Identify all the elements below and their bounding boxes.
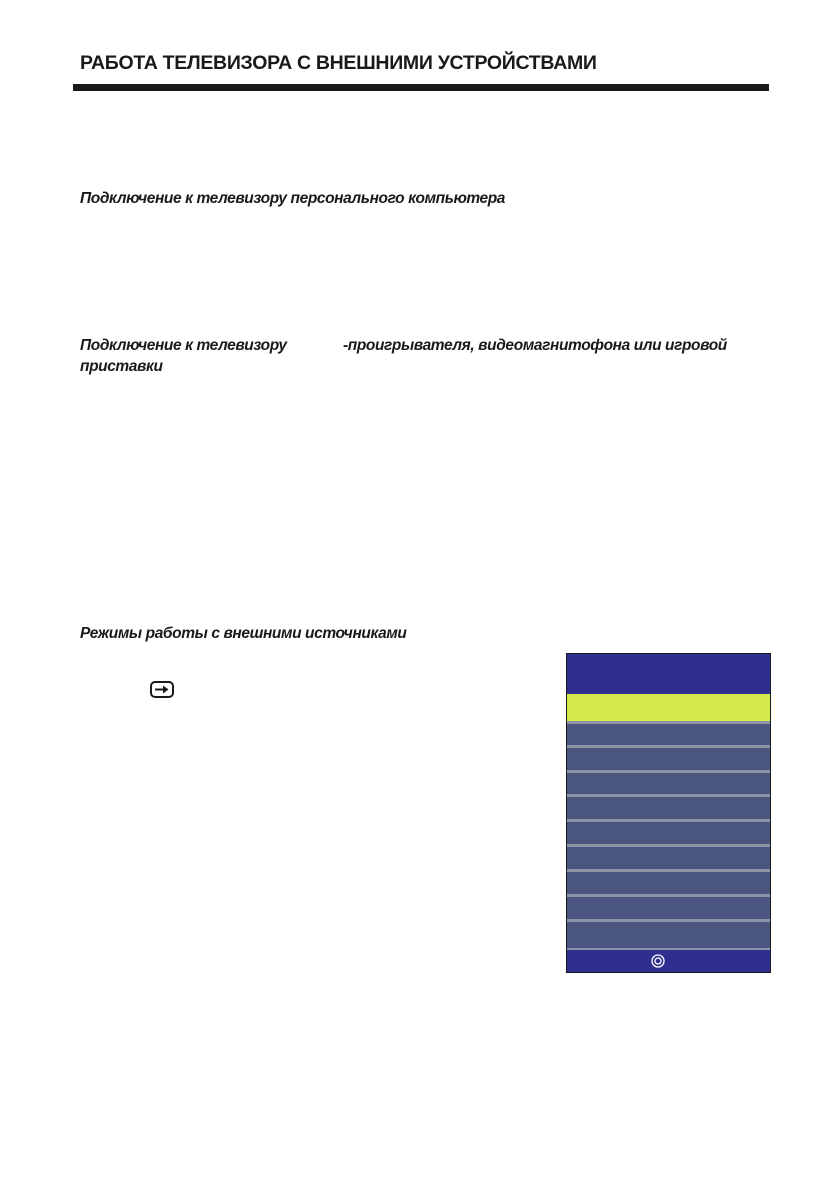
ok-button-icon <box>651 954 665 968</box>
source-menu-footer <box>567 950 770 972</box>
source-menu-item-7[interactable] <box>567 847 770 869</box>
source-menu-item-8[interactable] <box>567 872 770 894</box>
input-source-icon <box>150 681 174 698</box>
heading-dvd-connection-line2: приставки <box>80 358 163 375</box>
heading-pc-connection: Подключение к телевизору персонального компьютера <box>80 190 506 207</box>
heading-dvd-connection-part1: Подключение к телевизору <box>80 337 287 354</box>
source-menu-item-2[interactable] <box>567 724 770 745</box>
source-menu-item-4[interactable] <box>567 773 770 794</box>
title-rule <box>73 84 769 91</box>
heading-dvd-connection-part2: -проигрывателя, видеомагнитофона или игровой <box>343 337 727 354</box>
source-menu <box>566 653 771 973</box>
source-menu-item-1[interactable] <box>567 694 770 721</box>
page-title: РАБОТА ТЕЛЕВИЗОРА С ВНЕШНИМИ УСТРОЙСТВАМИ <box>80 52 597 74</box>
source-menu-header <box>567 654 770 694</box>
source-menu-item-3[interactable] <box>567 748 770 770</box>
heading-source-modes: Режимы работы с внешними источниками <box>80 625 407 642</box>
source-menu-item-5[interactable] <box>567 797 770 819</box>
source-menu-item-10[interactable] <box>567 922 770 948</box>
source-menu-item-9[interactable] <box>567 897 770 919</box>
source-menu-item-6[interactable] <box>567 822 770 844</box>
